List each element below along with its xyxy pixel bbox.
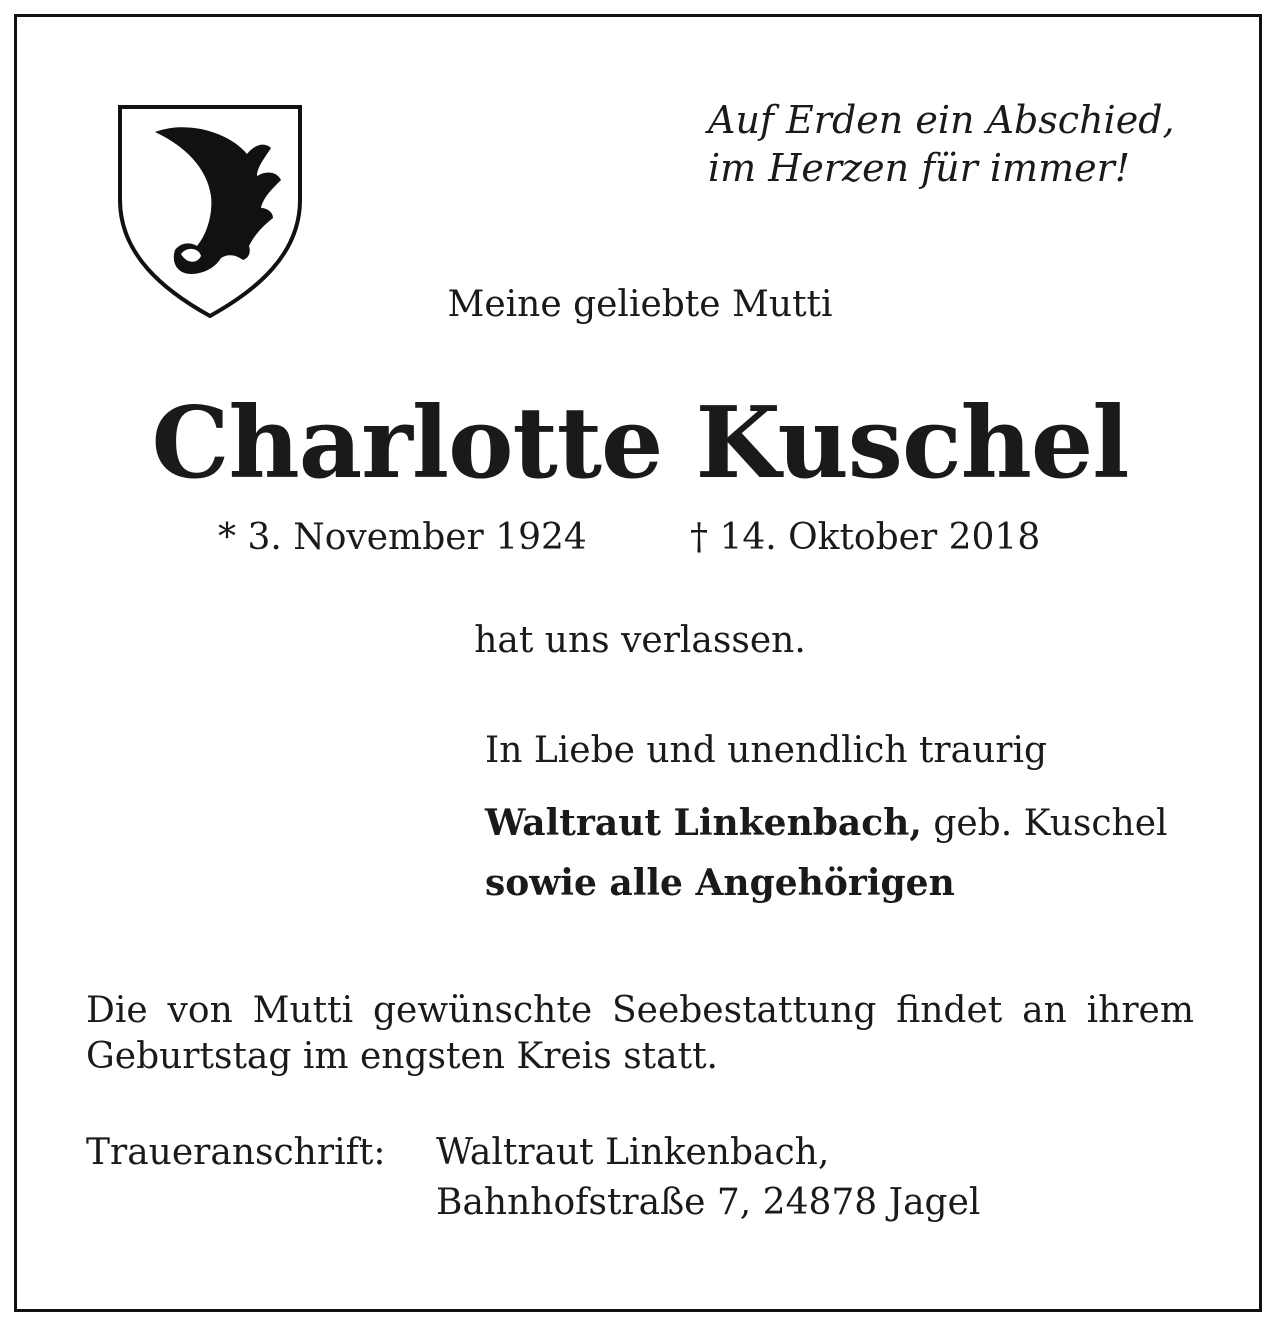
address-label: Traueranschrift: <box>86 1132 386 1173</box>
mourner-primary <box>485 802 1168 844</box>
mourner-maiden-name: geb. Kuschel <box>921 803 1168 844</box>
death-date: † 14. Oktober 2018 <box>690 517 1041 558</box>
address-line-1: Waltraut Linkenbach, <box>436 1132 830 1173</box>
address-line-2: Bahnhofstraße 7, 24878 Jagel <box>436 1182 981 1223</box>
mourners-lead: In Liebe und unendlich traurig <box>485 730 1048 771</box>
mourners-others: sowie alle Angehörigen <box>485 862 955 904</box>
intro-text: Meine geliebte Mutti <box>447 284 833 325</box>
motto <box>708 96 1175 192</box>
motto-line-2: im Herzen für immer! <box>708 146 1131 190</box>
motto-line-1: Auf Erden ein Abschied, <box>708 98 1175 142</box>
burial-notice: Die von Mutti gewünschte Seebestattung findet an ihrem Geburtstag im engsten Kreis statt. <box>86 990 1194 1077</box>
deceased-name: Charlotte Kuschel <box>151 386 1129 501</box>
mourner-primary-name: Waltraut Linkenbach, <box>485 802 922 844</box>
passed-text: hat uns verlassen. <box>474 620 806 661</box>
birth-date: * 3. November 1924 <box>218 517 587 558</box>
